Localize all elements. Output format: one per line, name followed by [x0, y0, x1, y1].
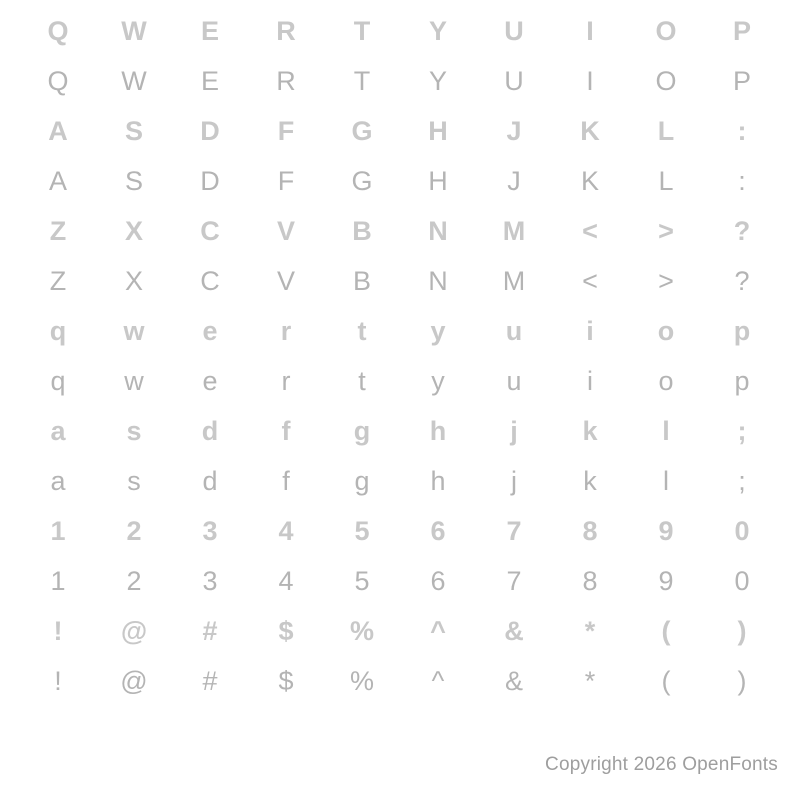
glyph-cell: p: [734, 365, 750, 396]
glyph-cell: D: [200, 115, 220, 146]
glyph-cell: a: [50, 465, 66, 496]
glyph-cell: d: [201, 415, 219, 446]
glyph-cell: I: [586, 15, 594, 46]
glyph-cell: h: [430, 465, 446, 496]
glyph-cell: y: [431, 365, 445, 396]
glyph-row: [20, 256, 780, 306]
glyph-cell: ?: [733, 215, 751, 246]
glyph-cell: ^: [431, 665, 445, 696]
glyph-cell: s: [127, 465, 141, 496]
glyph-cell: O: [655, 15, 677, 46]
glyph-cell: f: [281, 415, 291, 446]
glyph-cell: 7: [506, 565, 522, 596]
glyph-cell: 2: [126, 515, 142, 546]
glyph-cell: e: [202, 365, 218, 396]
glyph-cell: o: [657, 315, 675, 346]
glyph-cell: &: [504, 665, 523, 696]
glyph-cell: 6: [430, 565, 446, 596]
glyph-cell: g: [354, 465, 370, 496]
glyph-cell: A: [48, 115, 68, 146]
glyph-cell: 4: [278, 565, 294, 596]
glyph-cell: C: [200, 215, 220, 246]
glyph-cell: V: [276, 265, 295, 296]
glyph-cell: Z: [49, 265, 67, 296]
glyph-cell: B: [352, 215, 372, 246]
glyph-cell: B: [352, 265, 371, 296]
glyph-cell: O: [655, 65, 677, 96]
glyph-cell: &: [504, 615, 524, 646]
glyph-row: [20, 506, 780, 556]
glyph-row: [20, 106, 780, 156]
glyph-cell: E: [200, 15, 219, 46]
glyph-cell: H: [428, 115, 448, 146]
glyph-cell: :: [737, 115, 747, 146]
glyph-cell: R: [276, 15, 296, 46]
glyph-cell: 7: [506, 515, 522, 546]
glyph-cell: Z: [49, 215, 67, 246]
glyph-row: [20, 6, 780, 56]
glyph-cell: G: [351, 115, 373, 146]
glyph-cell: ?: [734, 265, 750, 296]
glyph-row: [20, 556, 780, 606]
glyph-cell: !: [54, 665, 62, 696]
glyph-cell: d: [202, 465, 218, 496]
glyph-cell: h: [429, 415, 447, 446]
glyph-cell: 2: [126, 565, 142, 596]
glyph-cell: $: [278, 665, 294, 696]
glyph-row: [20, 656, 780, 706]
glyph-cell: u: [505, 315, 523, 346]
glyph-cell: %: [349, 615, 374, 646]
glyph-cell: 9: [658, 565, 674, 596]
glyph-cell: l: [662, 415, 670, 446]
glyph-cell: J: [507, 165, 521, 196]
glyph-cell: H: [428, 165, 448, 196]
glyph-cell: L: [658, 165, 674, 196]
glyph-cell: (: [661, 665, 671, 696]
glyph-cell: S: [124, 115, 143, 146]
glyph-cell: 6: [430, 515, 446, 546]
glyph-cell: <: [582, 265, 598, 296]
glyph-cell: w: [123, 315, 145, 346]
glyph-cell: *: [584, 615, 596, 646]
glyph-cell: !: [53, 615, 63, 646]
glyph-cell: A: [48, 165, 67, 196]
glyph-cell: j: [511, 465, 517, 496]
glyph-cell: 5: [354, 565, 370, 596]
glyph-cell: ;: [737, 415, 747, 446]
glyph-cell: 3: [202, 565, 218, 596]
glyph-cell: Q: [47, 65, 69, 96]
glyph-cell: 0: [734, 515, 750, 546]
glyph-cell: @: [120, 615, 148, 646]
glyph-cell: 4: [278, 515, 294, 546]
glyph-cell: K: [580, 165, 599, 196]
glyph-row: [20, 56, 780, 106]
glyph-cell: #: [202, 615, 218, 646]
glyph-row: [20, 356, 780, 406]
glyph-cell: J: [506, 115, 522, 146]
glyph-cell: 8: [582, 515, 598, 546]
glyph-cell: S: [124, 165, 143, 196]
glyph-cell: L: [657, 115, 675, 146]
glyph-cell: i: [586, 315, 594, 346]
glyph-cell: 8: [582, 565, 598, 596]
glyph-cell: X: [124, 265, 143, 296]
glyph-cell: ): [737, 665, 747, 696]
glyph-cell: u: [506, 365, 522, 396]
glyph-cell: >: [658, 265, 674, 296]
glyph-cell: y: [430, 315, 446, 346]
glyph-cell: (: [661, 615, 671, 646]
glyph-cell: W: [121, 15, 147, 46]
glyph-cell: *: [584, 665, 596, 696]
glyph-cell: 0: [734, 565, 750, 596]
glyph-cell: >: [658, 215, 674, 246]
glyph-cell: M: [502, 215, 526, 246]
glyph-cell: ^: [430, 615, 446, 646]
glyph-cell: 3: [202, 515, 218, 546]
glyph-cell: k: [583, 465, 597, 496]
glyph-cell: t: [357, 315, 367, 346]
glyph-row: [20, 306, 780, 356]
glyph-cell: l: [663, 465, 669, 496]
glyph-row: [20, 606, 780, 656]
glyph-cell: W: [121, 65, 147, 96]
glyph-cell: U: [504, 15, 524, 46]
glyph-cell: P: [732, 15, 751, 46]
glyph-cell: ;: [738, 465, 746, 496]
glyph-cell: Y: [428, 65, 447, 96]
glyph-cell: I: [586, 65, 594, 96]
glyph-cell: w: [124, 365, 144, 396]
glyph-cell: E: [200, 65, 219, 96]
glyph-cell: G: [351, 165, 373, 196]
glyph-cell: r: [280, 315, 292, 346]
glyph-cell: Y: [428, 15, 447, 46]
glyph-cell: j: [510, 415, 518, 446]
glyph-cell: 5: [354, 515, 370, 546]
glyph-cell: Q: [47, 15, 69, 46]
glyph-cell: q: [50, 365, 66, 396]
glyph-cell: R: [276, 65, 296, 96]
glyph-cell: N: [428, 215, 448, 246]
glyph-cell: C: [200, 265, 220, 296]
glyph-cell: N: [428, 265, 448, 296]
glyph-cell: ): [737, 615, 747, 646]
copyright-notice: Copyright 2026 OpenFonts: [545, 754, 778, 775]
glyph-cell: @: [120, 665, 148, 696]
glyph-cell: t: [358, 365, 366, 396]
glyph-cell: q: [49, 315, 67, 346]
glyph-row: [20, 156, 780, 206]
glyph-row: [20, 206, 780, 256]
glyph-cell: %: [349, 665, 374, 696]
glyph-cell: F: [277, 115, 295, 146]
glyph-cell: o: [658, 365, 674, 396]
glyph-row: [20, 406, 780, 456]
glyph-cell: K: [580, 115, 600, 146]
glyph-cell: p: [733, 315, 751, 346]
glyph-cell: 1: [50, 515, 66, 546]
glyph-cell: s: [126, 415, 142, 446]
glyph-cell: 1: [50, 565, 66, 596]
glyph-cell: f: [282, 465, 290, 496]
glyph-cell: X: [124, 215, 143, 246]
glyph-cell: e: [202, 315, 218, 346]
glyph-cell: <: [582, 215, 598, 246]
glyph-cell: i: [587, 365, 593, 396]
glyph-cell: k: [582, 415, 598, 446]
glyph-cell: F: [277, 165, 295, 196]
glyph-cell: g: [353, 415, 371, 446]
glyph-cell: V: [276, 215, 295, 246]
glyph-cell: :: [738, 165, 746, 196]
glyph-cell: D: [200, 165, 220, 196]
glyph-cell: $: [278, 615, 294, 646]
glyph-cell: T: [353, 65, 371, 96]
glyph-row: [20, 456, 780, 506]
glyph-cell: #: [202, 665, 218, 696]
glyph-cell: U: [504, 65, 524, 96]
glyph-cell: M: [502, 265, 526, 296]
glyph-cell: T: [353, 15, 371, 46]
glyph-cell: a: [50, 415, 66, 446]
glyph-cell: 9: [658, 515, 674, 546]
glyph-cell: P: [732, 65, 751, 96]
glyph-cell: r: [281, 365, 291, 396]
